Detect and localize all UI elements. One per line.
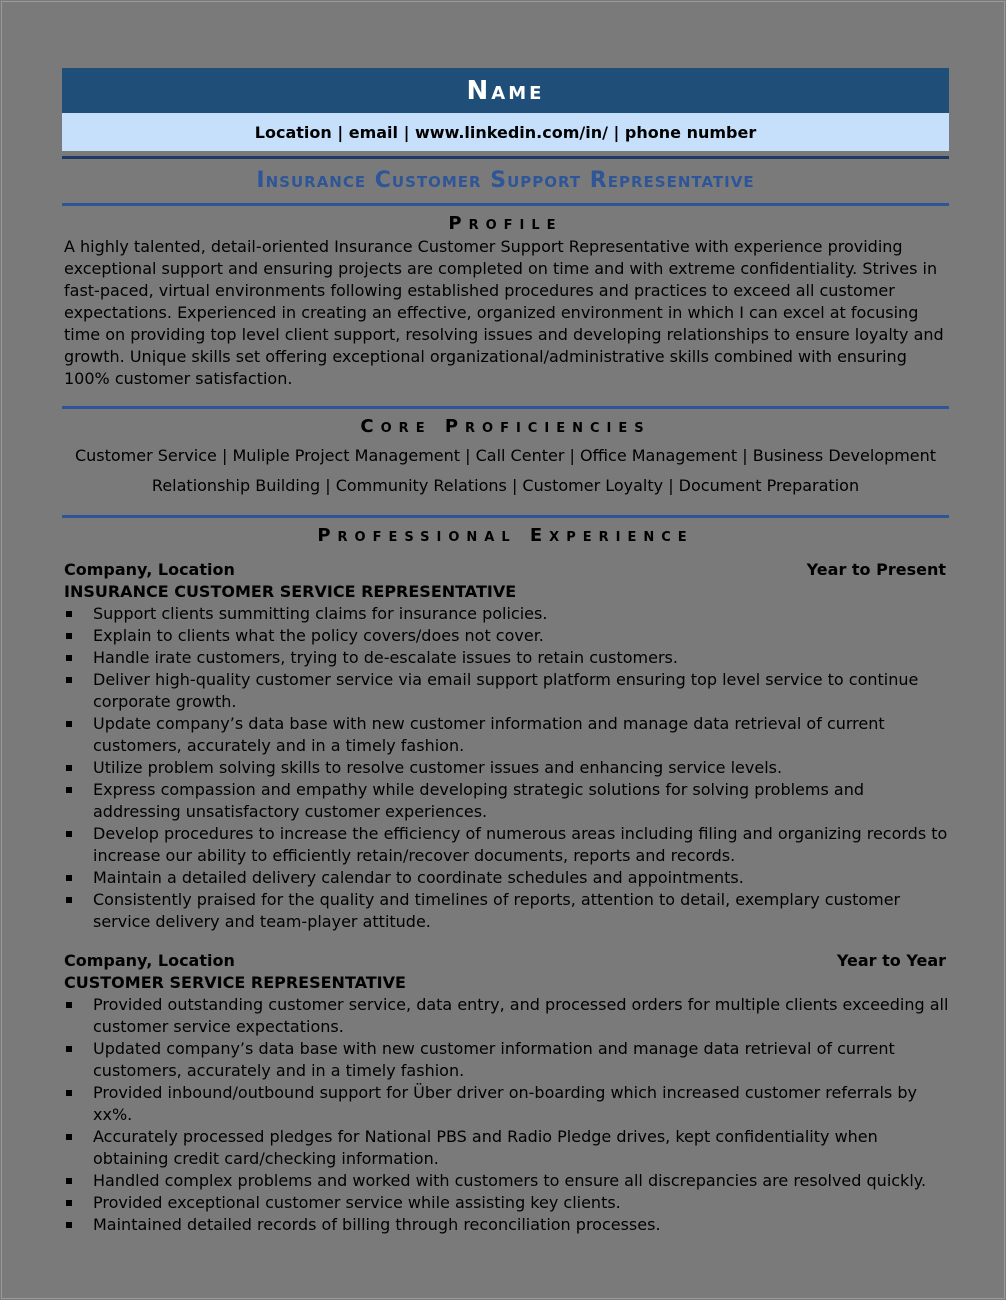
job-header <box>62 559 949 581</box>
job-entry <box>62 950 949 1236</box>
job-dates: Year to Year <box>836 951 946 970</box>
job-bullets <box>62 994 949 1236</box>
bullet-item: Accurately processed pledges for National PBS and Radio Pledge drives, kept confidentiality when obtaining credit card/checking information. <box>62 1126 949 1170</box>
bullet-square-icon <box>66 875 72 881</box>
bullet-item: Utilize problem solving skills to resolve customer issues and enhancing service levels. <box>62 757 949 779</box>
proficiencies-line-1: Customer Service | Muliple Project Management | Call Center | Office Management | Business Development <box>74 446 937 465</box>
bullet-item: Handled complex problems and worked with customers to ensure all discrepancies are resolved quickly. <box>62 1170 949 1192</box>
bullet-square-icon <box>66 897 72 903</box>
bullet-item: Support clients summitting claims for insurance policies. <box>62 603 949 625</box>
bullet-item: Update company’s data base with new customer information and manage data retrieval of current customers, accurately and in a timely fashion. <box>62 713 949 757</box>
bullet-square-icon <box>66 1178 72 1184</box>
bullet-item: Maintain a detailed delivery calendar to coordinate schedules and appointments. <box>62 867 949 889</box>
bullet-item: Deliver high-quality customer service via email support platform ensuring top level service to continue corporate growth. <box>62 669 949 713</box>
job-dates: Year to Present <box>806 560 946 579</box>
contact-banner <box>62 113 949 151</box>
bullet-square-icon <box>66 1222 72 1228</box>
bullet-square-icon <box>66 677 72 683</box>
resume-page <box>1 1 1005 1299</box>
resume-content <box>62 68 949 1236</box>
bullet-square-icon <box>66 1090 72 1096</box>
bullet-square-icon <box>66 655 72 661</box>
bullet-square-icon <box>66 831 72 837</box>
bullet-item: Develop procedures to increase the efficiency of numerous areas including filing and organizing records to increase our ability to efficiently retain/recover documents, reports and records. <box>62 823 949 867</box>
bullet-item: Maintained detailed records of billing through reconciliation processes. <box>62 1214 949 1236</box>
bullet-item: Provided exceptional customer service while assisting key clients. <box>62 1192 949 1214</box>
bullet-square-icon <box>66 721 72 727</box>
contact-line: Location | email | www.linkedin.com/in/ | phone number <box>254 122 757 142</box>
bullet-item: Express compassion and empathy while developing strategic solutions for solving problems and addressing unsatisfactory customer experiences. <box>62 779 949 823</box>
job-bullets <box>62 603 949 933</box>
job-entry <box>62 559 949 933</box>
job-company: Company, Location <box>64 951 235 970</box>
bullet-square-icon <box>66 1046 72 1052</box>
job-company: Company, Location <box>64 560 235 579</box>
bullet-square-icon <box>66 1002 72 1008</box>
bullet-item: Explain to clients what the policy covers/does not cover. <box>62 625 949 647</box>
profile-summary: A highly talented, detail-oriented Insurance Customer Support Representative with experience providing exceptional support and ensuring projects are completed on time and with extreme confidentiality. Strives in fast-paced, virtual environments following established procedures and practices to exceed all customer expectations. Experienced in creating an effective, organized environment in which I can excel at focusing time on providing top level client support, resolving issues and developing relationships to ensure loyalty and growth. Unique skills set offering exceptional organizational/administrative skills combined with ensuring 100% customer satisfaction. <box>64 237 944 388</box>
proficiencies-rule <box>62 515 949 518</box>
job-header <box>62 950 949 972</box>
bullet-item: Provided inbound/outbound support for Über driver on-boarding which increased customer referrals by xx%. <box>62 1082 949 1126</box>
profile-rule <box>62 406 949 409</box>
bullet-item: Provided outstanding customer service, data entry, and processed orders for multiple clients exceeding all customer service expectations. <box>62 994 949 1038</box>
bullet-square-icon <box>66 633 72 639</box>
bullet-square-icon <box>66 1134 72 1140</box>
experience-heading: Professional Experience <box>317 525 694 546</box>
bullet-square-icon <box>66 765 72 771</box>
bullet-item: Consistently praised for the quality and timelines of reports, attention to detail, exemplary customer service delivery and team-player attitude. <box>62 889 949 933</box>
bullet-square-icon <box>66 787 72 793</box>
job-role: CUSTOMER SERVICE REPRESENTATIVE <box>64 973 406 992</box>
proficiencies-heading: Core Proficiencies <box>360 416 651 437</box>
job-role: INSURANCE CUSTOMER SERVICE REPRESENTATIVE <box>64 582 517 601</box>
name-banner <box>62 68 949 113</box>
bullet-square-icon <box>66 611 72 617</box>
target-job-title: Insurance Customer Support Representative <box>256 168 755 193</box>
bullet-item: Updated company’s data base with new customer information and manage data retrieval of current customers, accurately and in a timely fashion. <box>62 1038 949 1082</box>
bullet-item: Handle irate customers, trying to de-escalate issues to retain customers. <box>62 647 949 669</box>
profile-heading: Profile <box>448 213 563 234</box>
bullet-square-icon <box>66 1200 72 1206</box>
proficiencies-line-2: Relationship Building | Community Relations | Customer Loyalty | Document Preparation <box>151 476 860 495</box>
candidate-name: Name <box>466 75 545 106</box>
title-rule <box>62 203 949 206</box>
